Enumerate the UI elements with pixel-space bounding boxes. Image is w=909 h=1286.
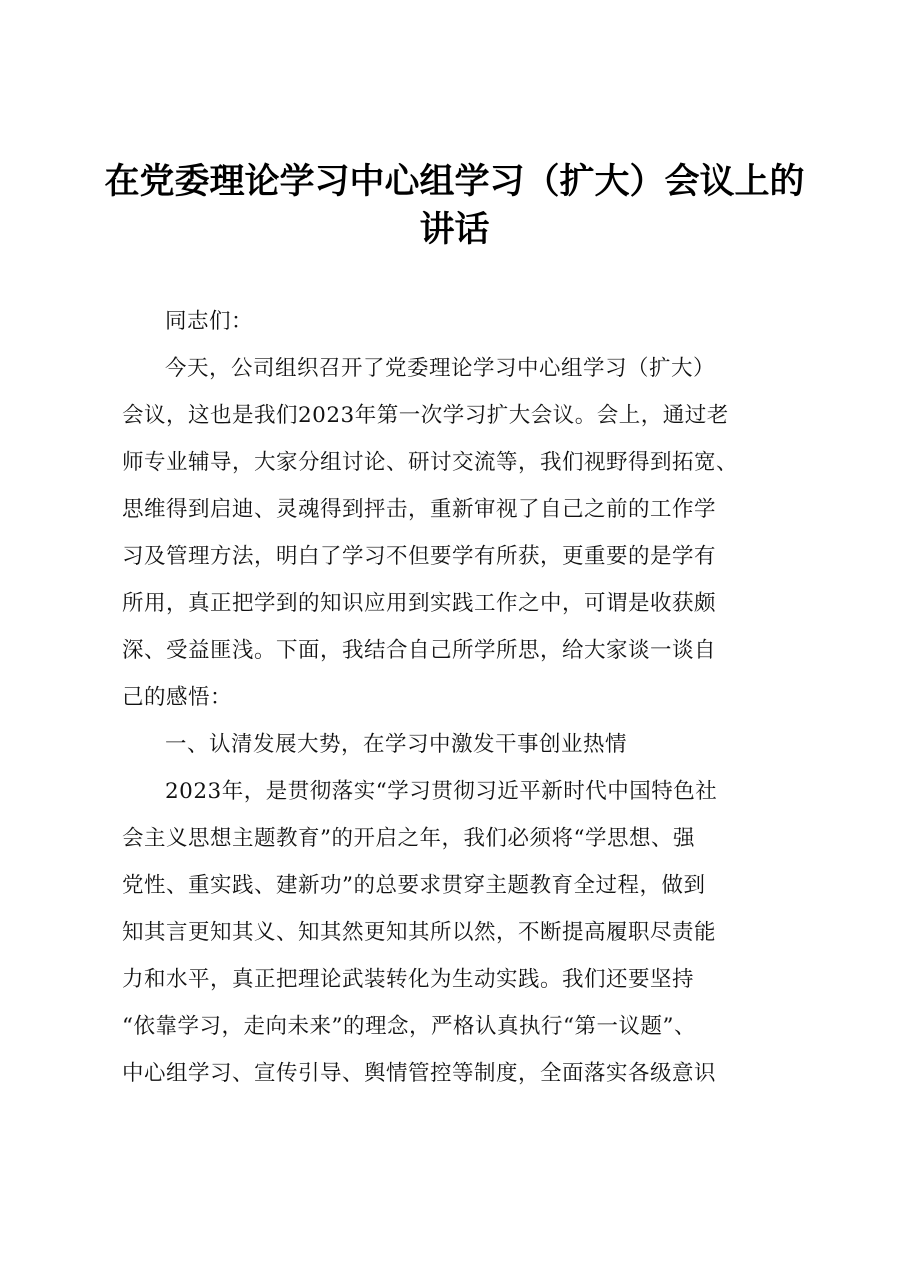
paragraph-line: 思维得到启迪、灵魂得到抨击，重新审视了自己之前的工作学 [122,497,717,522]
paragraph-line: “依靠学习，走向未来”的理念，严格认真执行“第一议题”、 [122,1014,696,1039]
title-line-2: 讲话 [419,210,490,250]
paragraph-line: 习及管理方法，明白了学习不但要学有所获，更重要的是学有 [122,544,717,569]
paragraph-line: 力和水平，真正把理论武装转化为生动实践。我们还要坚持 [122,967,695,992]
paragraph-line: 知其言更知其义、知其然更知其所以然，不断提高履职尽责能 [122,920,717,945]
paragraph-line: 己的感悟： [122,685,233,710]
document-body [122,298,798,1097]
paragraph-line: 今天，公司组织召开了党委理论学习中心组学习（扩大） [165,356,716,381]
paragraph-line: 党性、重实践、建新功”的总要求贯穿主题教育全过程，做到 [122,873,706,898]
paragraph-line: 所用，真正把学到的知识应用到实践工作之中，可谓是收获颇 [122,591,717,616]
paragraph-line: 2023年，是贯彻落实“学习贯彻习近平新时代中国特色社 [165,779,718,804]
paragraph-line: 会主义思想主题教育”的开启之年，我们必须将“学思想、强 [122,826,695,851]
salutation: 同志们： [165,309,254,334]
paragraph-line: 中心组学习、宣传引导、舆情管控等制度，全面落实各级意识 [122,1061,717,1086]
paragraph-line: 会议，这也是我们2023年第一次学习扩大会议。会上，通过老 [122,403,729,428]
paragraph-line: 深、受益匪浅。下面，我结合自己所学所思，给大家谈一谈自 [122,638,717,663]
paragraph-line: 师专业辅导，大家分组讨论、研讨交流等，我们视野得到拓宽、 [122,450,739,475]
title-line-1: 在党委理论学习中心组学习（扩大）会议上的 [104,162,805,202]
section-heading: 一、认清发展大势，在学习中激发干事创业热情 [165,732,628,757]
document-title [100,158,809,254]
